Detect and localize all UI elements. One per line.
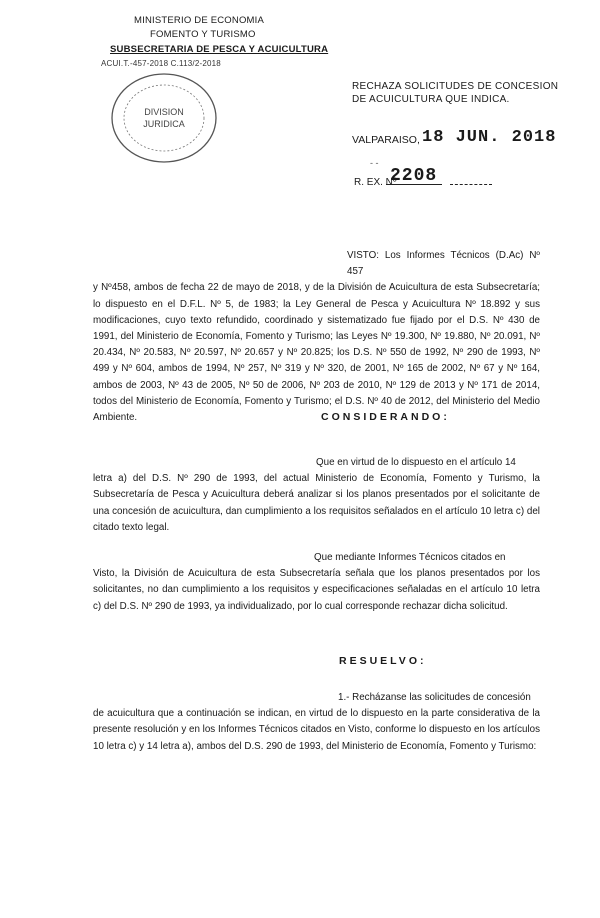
rex-underline (386, 184, 442, 185)
resuelvo-p1-text: de acuicultura que a continuación se indican, en virtud de lo dispuesto en la parte considerativa de la presente resolución y en los Informes Técnicos citados en Visto, conforme lo dispuesto en los artículos 10 letra c) y 14 letra a), ambos del D.S. 290 de 1993, del Ministerio de Economía, Fomento y Turismo: (93, 708, 540, 752)
resuelvo-p1-lead: 1.- Recházanse las solicitudes de concesión (338, 692, 531, 703)
rex-underline-2 (450, 184, 492, 185)
ministry-name: MINISTERIO DE ECONOMIA (134, 15, 265, 26)
rex-mark: - - (370, 158, 379, 168)
resuelvo-paragraph-1 (93, 690, 540, 755)
visto-section (93, 248, 540, 426)
considerando-p1-lead: Que en virtud de lo dispuesto en el artículo 14 (316, 457, 516, 468)
resuelvo-heading: RESUELVO: (339, 655, 427, 667)
resolution-subject: RECHAZA SOLICITUDES DE CONCESION DE ACUICULTURA QUE INDICA. (352, 81, 559, 105)
resolution-label: R. EX. Nº (354, 177, 397, 188)
considerando-heading: CONSIDERANDO: (321, 411, 450, 423)
legal-division-stamp (102, 66, 232, 170)
considerando-paragraph-1 (93, 455, 540, 536)
considerando-paragraph-2 (93, 550, 540, 615)
date-place: VALPARAISO, (352, 134, 420, 146)
considerando-p2-text: Visto, la División de Acuicultura de esta Subsecretaría señala que los planos presentados por los solicitantes, no dan cumplimiento a los requisitos y especificaciones señaladas en el artículo 10 letra c) del D.S. Nº 290 de 1993, ya individualizado, por lo cual corresponde rechazar dicha solicitud. (93, 568, 540, 612)
stamp-text-2: JURIDICA (143, 119, 185, 129)
ministry-subtitle: FOMENTO Y TURISMO (150, 29, 256, 40)
subsecretaria-name: SUBSECRETARIA DE PESCA Y ACUICULTURA (110, 44, 329, 55)
resolution-number: 2208 (390, 166, 438, 186)
visto-text: y Nº458, ambos de fecha 22 de mayo de 2018, y de la División de Acuicultura de esta Subsecretaría; lo dispuesto en el D.F.L. Nº 5, de 1983; la Ley General de Pesca y Acuicultura Nº 18.892 y sus modificaciones, cuyo texto refundido, coordinado y sistematizado fue fijado por el D.S. Nº 430 de 1991, del Ministerio de Economía, Fomento y Turismo; las Leyes Nº 19.300, Nº 19.880, Nº 20.091, Nº 20.434, Nº 20.583, Nº 20.597, Nº 20.657 y Nº 20.825; los D.S. Nº 550 de 1992, Nº 290 de 1993, Nº 499 y Nº 604, ambos de 1994, Nº 257, Nº 319 y Nº 320, de 2001, Nº 165 de 2002, Nº 67 y Nº 164, ambos de 2003, Nº 43 de 2005, Nº 50 de 2006, Nº 203 de 2010, Nº 129 de 2013 y Nº 171 de 2014, todos del Ministerio de Economía, Fomento y Turismo; el D.S. Nº 40 de 2012, del Ministerio del Medio Ambiente. (93, 282, 540, 424)
visto-lead: VISTO: Los Informes Técnicos (D.Ac) Nº 457 (347, 250, 540, 278)
stamp-text-1: DIVISION (144, 107, 184, 117)
considerando-p2-lead: Que mediante Informes Técnicos citados en (314, 552, 506, 563)
considerando-p1-text: letra a) del D.S. Nº 290 de 1993, del actual Ministerio de Economía, Fomento y Turismo, la Subsecretaría de Pesca y Acuicultura deberá analizar si los planos presentados por el solicitante de una concesión de acuicultura, dan cumplimiento a los requisitos señalados en el artículo 10 letra c) del citado texto legal. (93, 473, 540, 533)
reference-code: ACUI.T.-457-2018 C.113/2-2018 (101, 59, 221, 68)
date-stamp: 18 JUN. 2018 (422, 128, 557, 147)
